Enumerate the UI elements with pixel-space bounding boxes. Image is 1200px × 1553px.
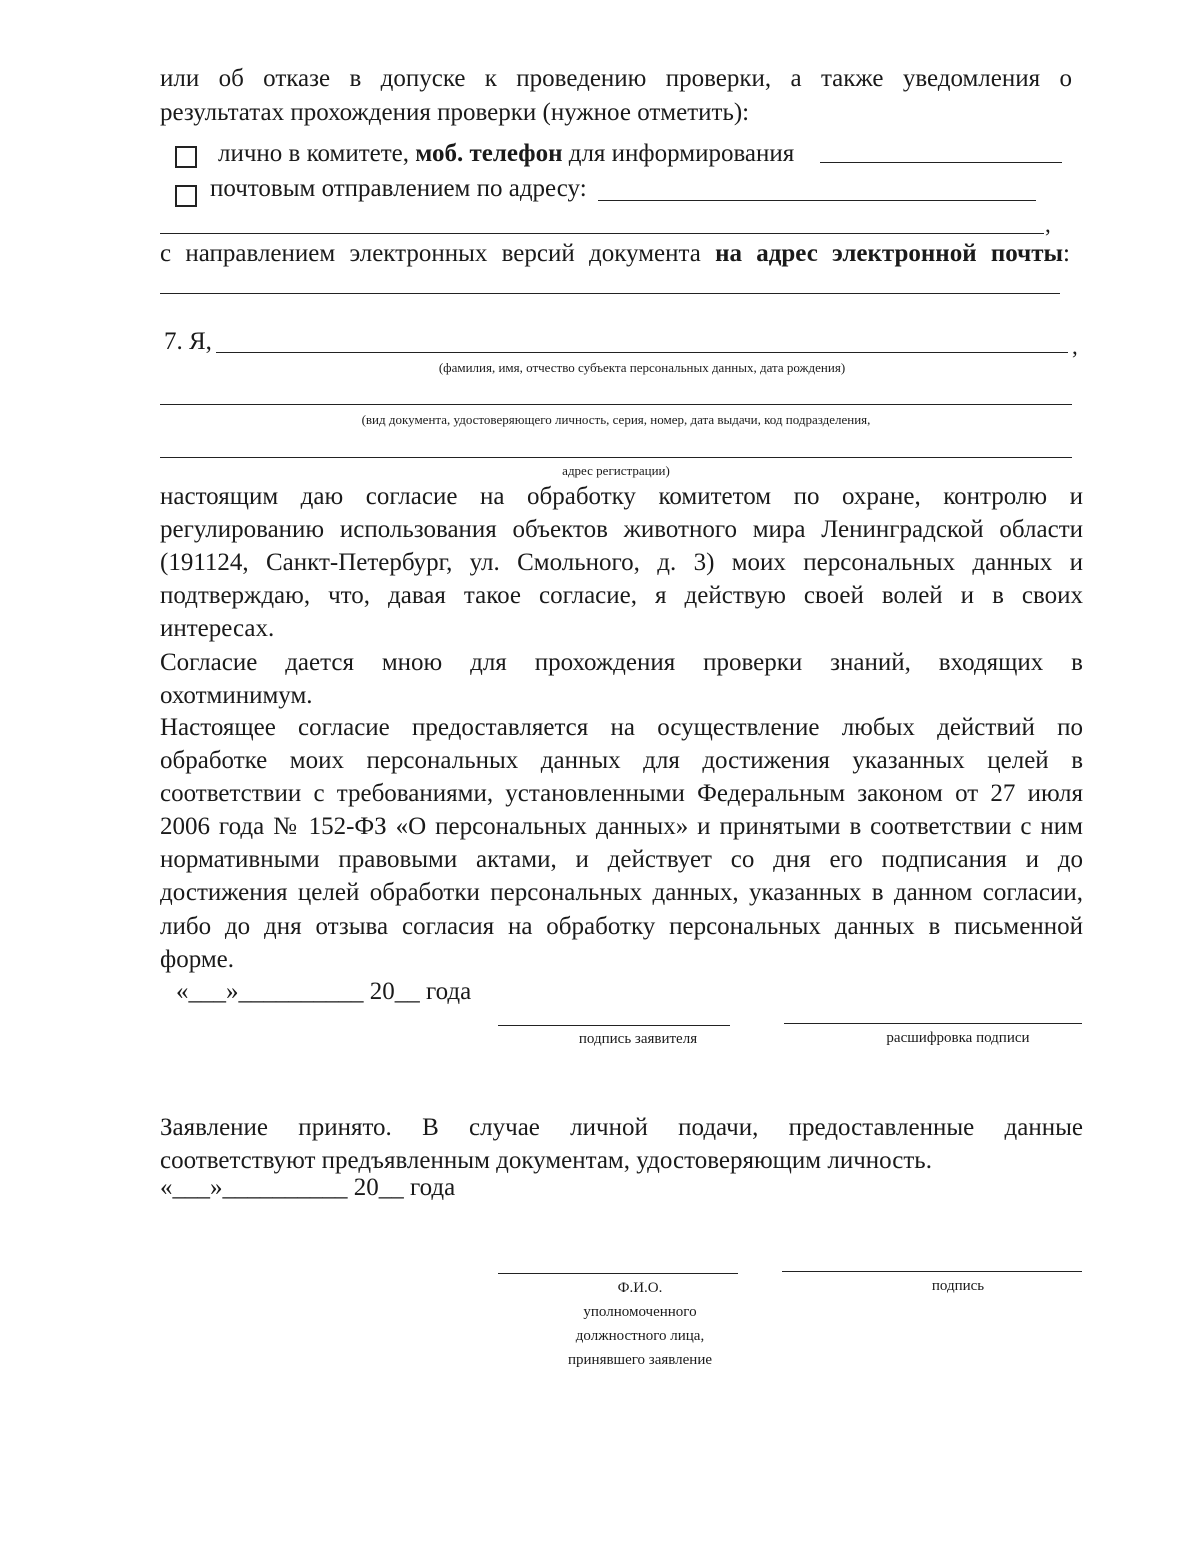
consent-p3-row: форме. xyxy=(160,945,234,973)
consent-p3-row: нормативными правовыми актами, и действует со дня его подписания и до xyxy=(160,846,1083,874)
address-field-line-2[interactable] xyxy=(160,233,1044,234)
caption-fio: (фамилия, имя, отчество субъекта персональных данных, дата рождения) xyxy=(438,360,846,375)
item7-comma: , xyxy=(1072,334,1078,359)
item7-label: 7. Я, xyxy=(164,328,212,355)
applicant-signature-line[interactable] xyxy=(498,1025,730,1026)
fio-field-line[interactable] xyxy=(216,352,1068,353)
applicant-date: «___»__________ 20__ года xyxy=(176,978,472,1005)
official-caption xyxy=(520,1276,760,1372)
consent-p1-row: подтверждаю, что, давая такое согласие, я действую своей волей и в своих xyxy=(160,582,1083,610)
official-caption-line: принявшего заявление xyxy=(567,1352,713,1368)
registration-field-line[interactable] xyxy=(160,457,1072,458)
accepted-row: Заявление принято. В случае личной подачи, предоставленные данные xyxy=(160,1114,1083,1141)
phone-field-line[interactable] xyxy=(820,162,1062,163)
option-personal xyxy=(218,137,794,171)
official-caption-line: Ф.И.О. xyxy=(617,1280,663,1296)
accepted-date: «___»__________ 20__ года xyxy=(160,1174,456,1201)
official-signature-line[interactable] xyxy=(782,1271,1082,1272)
accepted-paragraph xyxy=(160,1111,1083,1177)
intro-text xyxy=(160,62,1072,130)
email-text: с направлением электронных версий документа xyxy=(160,240,716,267)
checkbox-mail[interactable] xyxy=(175,185,197,207)
official-fio-line[interactable] xyxy=(498,1273,738,1274)
option-mail xyxy=(210,172,587,206)
accepted-row: соответствуют предъявленным документам, удостоверяющим личность. xyxy=(160,1147,932,1175)
consent-p3-row: 2006 года № 152-ФЗ «О персональных данных» и принятыми в соответствии с ним xyxy=(160,813,1083,841)
consent-paragraph-3 xyxy=(160,711,1083,976)
consent-p3-row: соответствии с требованиями, установленными Федеральным законом от 27 июля xyxy=(160,780,1083,808)
email-sentence xyxy=(160,237,1070,271)
option-personal-bold: моб. телефон xyxy=(415,140,563,167)
consent-p1-row: интересах. xyxy=(160,615,275,643)
email-suffix: : xyxy=(1063,240,1070,267)
checkbox-personal[interactable] xyxy=(175,146,197,168)
intro-line-1: или об отказе в допуске к проведению проверки, а также уведомления о xyxy=(160,65,1072,92)
consent-p3-row: достижения целей обработки персональных данных, указанных в данном согласии, xyxy=(160,879,1083,907)
address-comma: , xyxy=(1045,212,1051,237)
email-field-line[interactable] xyxy=(160,293,1060,294)
consent-p2-row: охотминимум. xyxy=(160,682,313,710)
option-personal-text: лично в комитете, xyxy=(218,140,416,167)
consent-p1-row: настоящим даю согласие на обработку комитетом по охране, контролю и xyxy=(160,483,1083,510)
caption-signature-decoding: расшифровка подписи xyxy=(886,1030,1030,1046)
consent-p3-row: либо до дня отзыва согласия на обработку персональных данных в письменной xyxy=(160,912,1083,940)
document-field-line[interactable] xyxy=(160,404,1072,405)
intro-line-2: результатах прохождения проверки (нужное отметить): xyxy=(160,99,750,126)
consent-p2-row: Согласие дается мною для прохождения проверки знаний, входящих в xyxy=(160,649,1083,676)
caption-registration: адрес регистрации) xyxy=(562,463,670,478)
consent-paragraph-2 xyxy=(160,646,1083,712)
option-mail-text: почтовым отправлением по адресу: xyxy=(210,175,587,202)
consent-p3-row: Настоящее согласие предоставляется на осуществление любых действий по xyxy=(160,714,1083,741)
address-field-line[interactable] xyxy=(598,200,1036,201)
caption-applicant-signature: подпись заявителя xyxy=(578,1031,698,1047)
email-bold: на адрес электронной почты xyxy=(715,240,1064,267)
caption-document: (вид документа, удостоверяющего личность, серия, номер, дата выдачи, код подразделения, xyxy=(361,412,871,427)
official-caption-line: уполномоченного xyxy=(583,1304,697,1320)
official-caption-line: должностного лица, xyxy=(575,1328,705,1344)
official-signature-caption: подпись xyxy=(931,1278,985,1294)
consent-paragraph-1 xyxy=(160,480,1083,645)
consent-p1-row: (191124, Санкт-Петербург, ул. Смольного, д. 3) моих персональных данных и xyxy=(160,549,1083,577)
option-personal-after: для информирования xyxy=(562,140,795,167)
consent-p1-row: регулированию использования объектов животного мира Ленинградской области xyxy=(160,516,1083,544)
signature-decoding-line[interactable] xyxy=(784,1023,1082,1024)
consent-p3-row: обработке моих персональных данных для достижения указанных целей в xyxy=(160,747,1083,775)
